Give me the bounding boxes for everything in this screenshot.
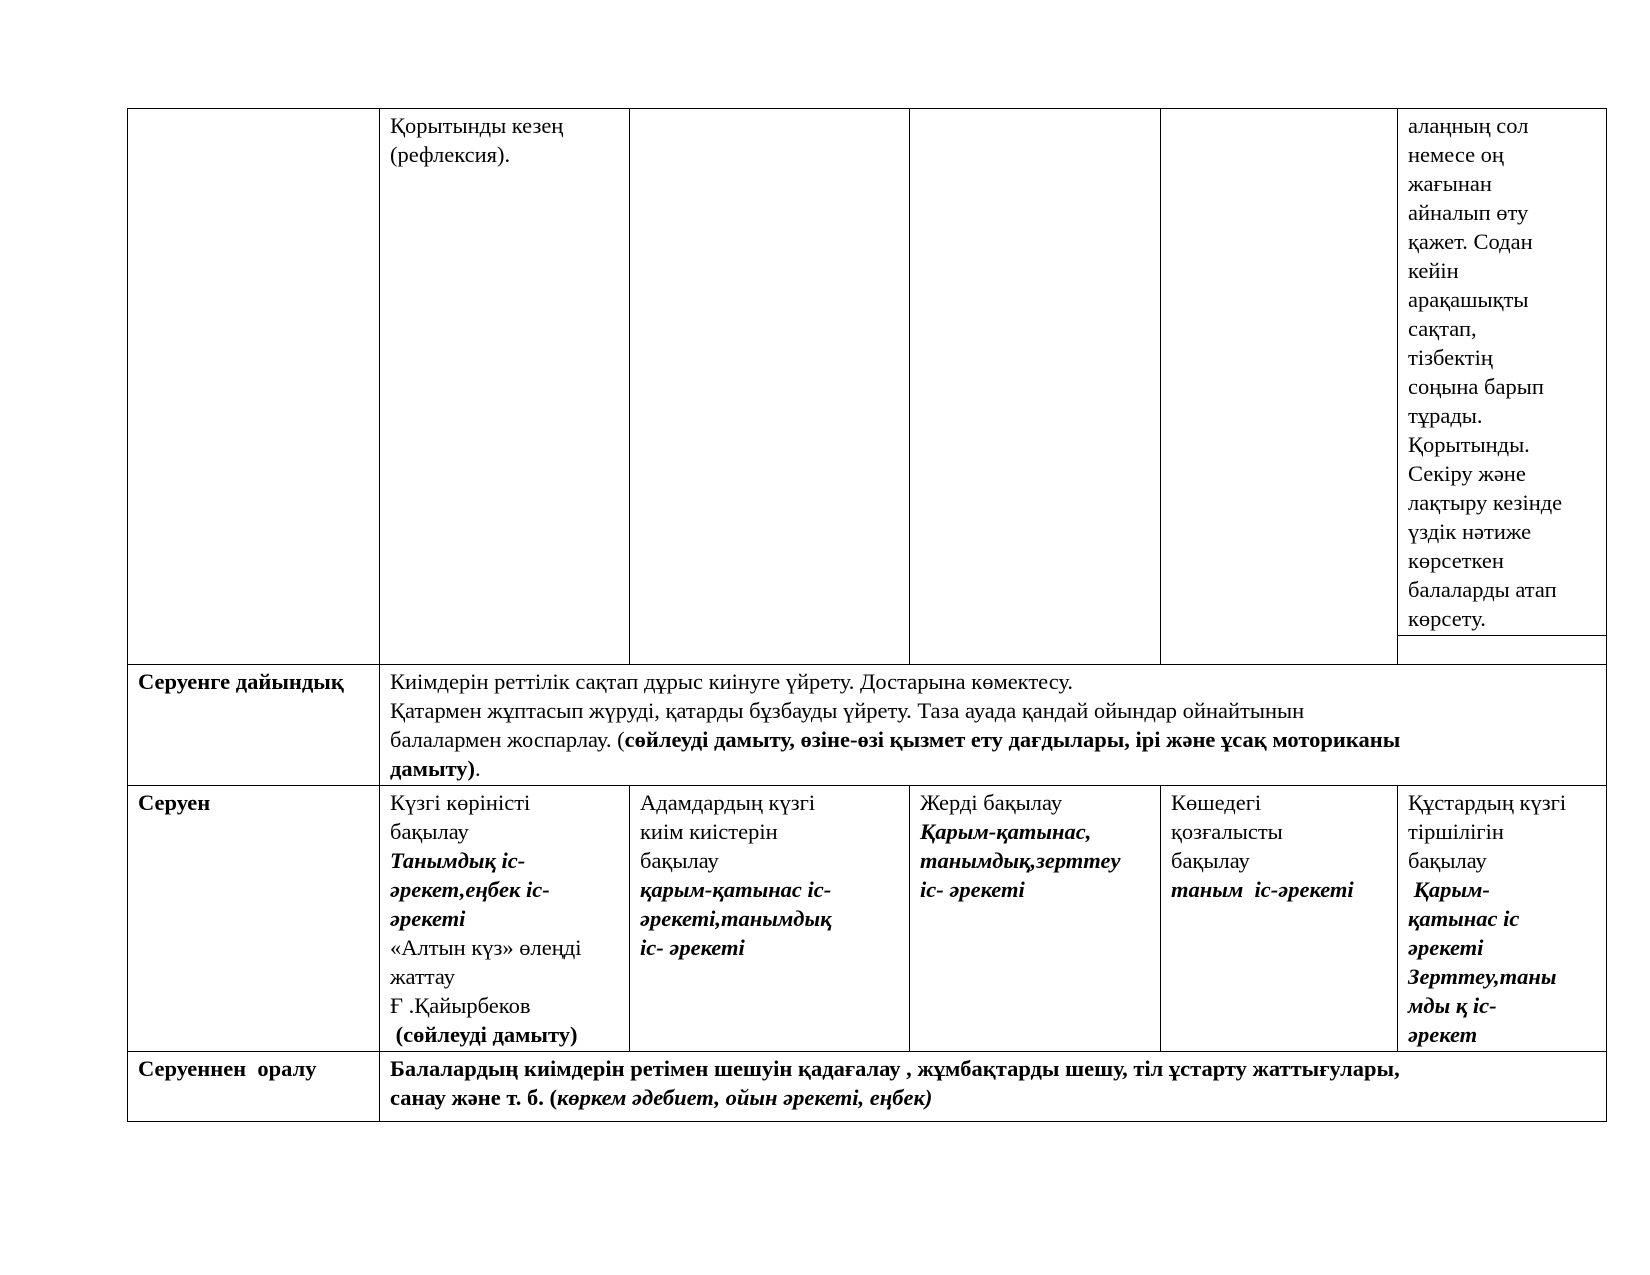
text-line: арақашықты [1408,287,1529,312]
text-line: іс- әрекеті [640,935,745,960]
row-label: Серуеннен оралу [128,1052,380,1122]
text-line: Қорытынды. [1408,432,1530,457]
text-line: бақылау [640,848,719,873]
text-line: таным іс-әрекеті [1171,877,1354,902]
text-line: әрекеті,танымдық [640,906,832,931]
text-line: (рефлексия). [390,142,511,167]
text-line: танымдық,зерттеу [920,848,1121,873]
row2-content [380,665,1607,786]
text-line: немесе оң [1408,142,1504,167]
text-line: Қатармен жұптасып жүруді, қатарды бұзбауды үйрету. Таза ауада қандай ойындар ойнайтынын [390,698,1305,723]
row-walk-preparation [128,665,1607,786]
text-line: алаңның сол [1408,113,1529,138]
text-line: Зерттеу,таны [1408,964,1557,989]
text-line: тізбектің [1408,345,1493,370]
text-line: Жерді бақылау [920,790,1063,815]
text-line: Қарым-қатынас, [920,819,1092,844]
text-bold-italic: көркем әдебиет, ойын әрекеті, еңбек) [556,1085,933,1110]
text-line: Күзгі көріністі [390,790,531,815]
text-line: әрекеті [1408,935,1484,960]
row1-col4 [910,109,1161,665]
text-line: соңына барып [1408,374,1544,399]
row3-col4 [910,786,1161,1052]
text-line: кейін [1408,258,1459,283]
row1-col6-empty-subcell [1398,635,1606,664]
text-line: Көшедегі [1171,790,1262,815]
text-line: әрекеті [390,906,466,931]
text-line: Ғ .Қайырбеков [390,993,531,1018]
text-line: лақтыру кезінде [1408,490,1563,515]
text-line: қарым-қатынас іс- [640,877,832,902]
text-line: қажет. Содан [1408,229,1533,254]
text-line: «Алтын күз» өлеңді [390,935,582,960]
text-bold: дамыту) [390,756,476,781]
row1-col6-text [1398,109,1606,635]
text-line: сақтап, [1408,316,1477,341]
row-label: Серуен [128,786,380,1052]
text-line: Адамдардың күзгі [640,790,816,815]
row1-col3 [630,109,910,665]
row3-col2 [380,786,630,1052]
text-line: бақылау [1171,848,1250,873]
text-line [390,754,1596,783]
text-line: мды қ іс- [1408,993,1497,1018]
text-line: бақылау [1408,848,1487,873]
text-line: іс- әрекеті [920,877,1025,902]
text-normal: балалармен жоспарлау. ( [390,727,625,752]
text-line: Қарым- [1408,877,1490,902]
text-bold: санау және т. б. ( [390,1085,557,1110]
row1-col5 [1161,109,1398,665]
text-line: үздік нәтиже [1408,519,1532,544]
text-bold: сөйлеуді дамыту, өзіне-өзі қызмет ету дағдылары, ірі және ұсақ моториканы [624,727,1401,752]
text-normal: . [475,756,481,781]
text-line: (сөйлеуді дамыту) [390,1022,578,1047]
text-line: Танымдық іс- [390,848,526,873]
text-line: тұрады. [1408,403,1483,428]
text-line: Балалардың киімдерін ретімен шешуін қадағалау , жұмбақтарды шешу, тіл ұстарту жаттығулары, [390,1056,1400,1081]
text-line: көрсету. [1408,606,1486,631]
row-conclusion [128,109,1607,665]
text-line: әрекет [1408,1022,1478,1047]
text-line: Қорытынды кезең [390,113,564,138]
row3-col6 [1398,786,1607,1052]
row-label: Серуенге дайындық [128,665,380,786]
text-line: Секіру және [1408,461,1526,486]
row3-col5 [1161,786,1398,1052]
text-line: жағынан [1408,171,1492,196]
row1-label-cell [128,109,380,665]
plan-table [127,108,1607,1122]
text-line [390,1083,1596,1112]
text-line: қатынас іс [1408,906,1520,931]
row1-col2 [380,109,630,665]
text-line: бақылау [390,819,469,844]
row-walk [128,786,1607,1052]
text-line: қозғалысты [1171,819,1283,844]
text-line: әрекет,еңбек іс- [390,877,550,902]
text-line: Құстардың күзгі [1408,790,1567,815]
row3-col3 [630,786,910,1052]
text-line: тіршілігін [1408,819,1504,844]
text-line: көрсеткен [1408,548,1504,573]
text-line: айналып өту [1408,200,1529,225]
text-line: киім киістерін [640,819,778,844]
text-line: жаттау [390,964,455,989]
row4-content [380,1052,1607,1122]
text-line: Киімдерін реттілік сақтап дұрыс киінуге үйрету. Достарына көмектесу. [390,669,1074,694]
row1-col6 [1398,109,1607,665]
row-return-from-walk [128,1052,1607,1122]
text-line [390,725,1596,754]
text-line: балаларды атап [1408,577,1557,602]
